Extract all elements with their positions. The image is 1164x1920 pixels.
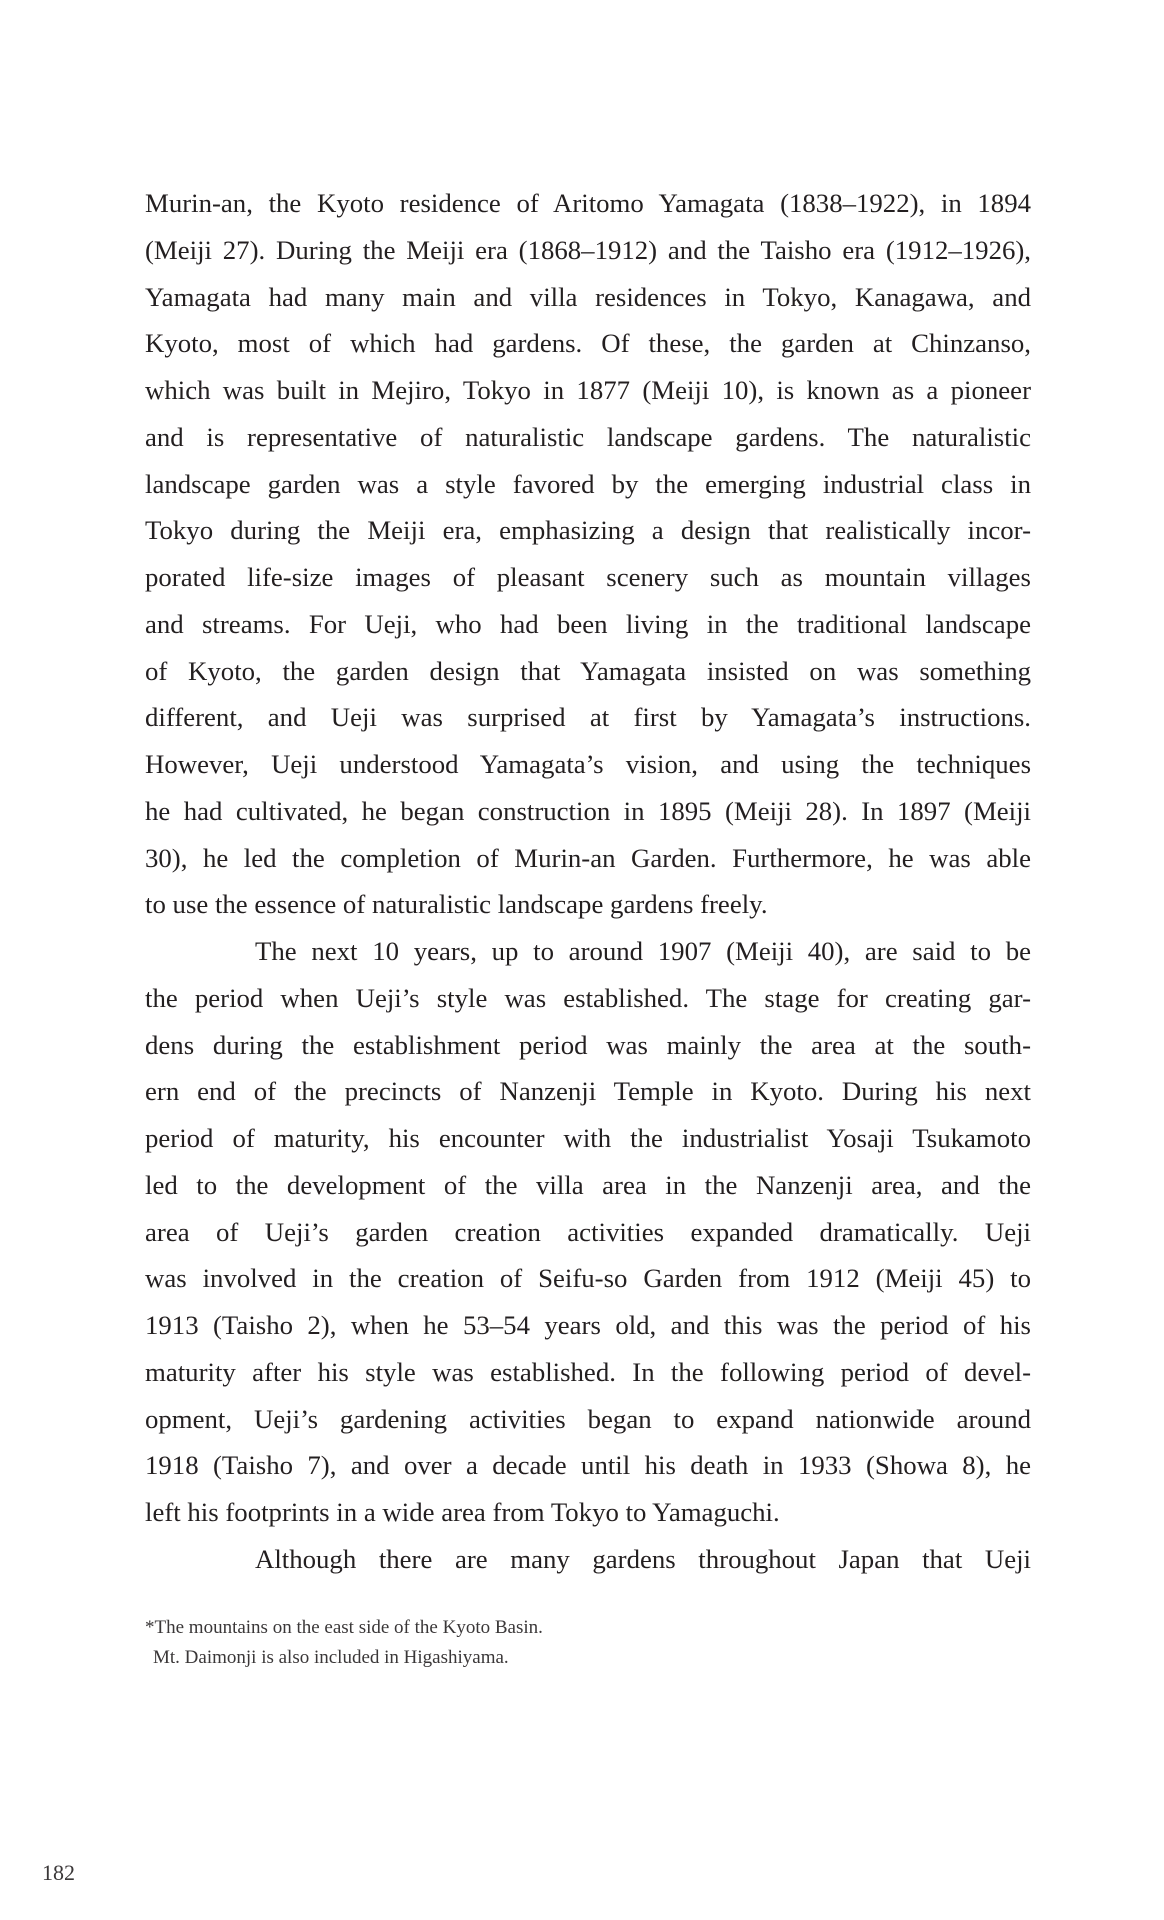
- text-line: porated life-size images of pleasant scenery such as mountain villages: [145, 562, 1031, 592]
- text-line: and is representative of naturalistic landscape gardens. The naturalistic: [145, 421, 1031, 452]
- body-text: [145, 180, 1031, 1583]
- footnote-line: Mt. Daimonji is also included in Higashiyama.: [153, 1647, 509, 1668]
- text-line: he had cultivated, he began construction in 1895 (Meiji 28). In 1897 (Meiji: [145, 795, 1031, 826]
- text-line: 1913 (Taisho 2), when he 53–54 years old, and this was the period of his: [145, 1310, 1031, 1340]
- text-line: which was built in Mejiro, Tokyo in 1877 (Meiji 10), is known as a pioneer: [145, 375, 1031, 405]
- paragraph-start-line: Although there are many gardens throughout Japan that Ueji: [255, 1543, 1031, 1574]
- text-line: area of Ueji’s garden creation activities expanded dramatically. Ueji: [145, 1216, 1031, 1247]
- paragraph-end-line: left his footprints in a wide area from Tokyo to Yamaguchi.: [145, 1497, 780, 1527]
- text-line: Tokyo during the Meiji era, emphasizing a design that realistically incor-: [145, 515, 1031, 546]
- text-line: maturity after his style was established. In the following period of devel-: [145, 1356, 1031, 1387]
- footnote: [145, 1613, 1031, 1673]
- text-line: period of maturity, his encounter with the industrialist Yosaji Tsukamoto: [145, 1123, 1031, 1153]
- footnote-line: *The mountains on the east side of the Kyoto Basin.: [145, 1617, 543, 1638]
- text-line: was involved in the creation of Seifu-so Garden from 1912 (Meiji 45) to: [145, 1263, 1031, 1294]
- text-line: opment, Ueji’s gardening activities began to expand nationwide around: [145, 1403, 1031, 1434]
- text-line: dens during the establishment period was mainly the area at the south-: [145, 1029, 1031, 1060]
- text-line: Murin-an, the Kyoto residence of Aritomo Yamagata (1838–1922), in 1894: [145, 188, 1031, 218]
- paragraph-start-line: The next 10 years, up to around 1907 (Meiji 40), are said to be: [255, 936, 1031, 966]
- text-line: 1918 (Taisho 7), and over a decade until his death in 1933 (Showa 8), he: [145, 1450, 1031, 1481]
- text-line: landscape garden was a style favored by the emerging industrial class in: [145, 468, 1031, 499]
- text-line: Yamagata had many main and villa residences in Tokyo, Kanagawa, and: [145, 281, 1031, 312]
- paragraph-end-line: to use the essence of naturalistic landscape gardens freely.: [145, 889, 768, 920]
- page-number: 182: [42, 1860, 75, 1885]
- text-line: the period when Ueji’s style was established. The stage for creating gar-: [145, 982, 1031, 1013]
- text-line: led to the development of the villa area in the Nanzenji area, and the: [145, 1169, 1031, 1200]
- text-line: different, and Ueji was surprised at first by Yamagata’s instructions.: [145, 702, 1031, 733]
- text-line: 30), he led the completion of Murin-an Garden. Furthermore, he was able: [145, 842, 1031, 873]
- text-line: and streams. For Ueji, who had been living in the traditional landscape: [145, 608, 1031, 639]
- text-line: of Kyoto, the garden design that Yamagata insisted on was something: [145, 655, 1031, 686]
- text-line: (Meiji 27). During the Meiji era (1868–1912) and the Taisho era (1912–1926),: [145, 234, 1031, 265]
- text-line: However, Ueji understood Yamagata’s vision, and using the techniques: [145, 749, 1031, 779]
- text-line: Kyoto, most of which had gardens. Of these, the garden at Chinzanso,: [145, 328, 1031, 359]
- text-line: ern end of the precincts of Nanzenji Temple in Kyoto. During his next: [145, 1076, 1031, 1107]
